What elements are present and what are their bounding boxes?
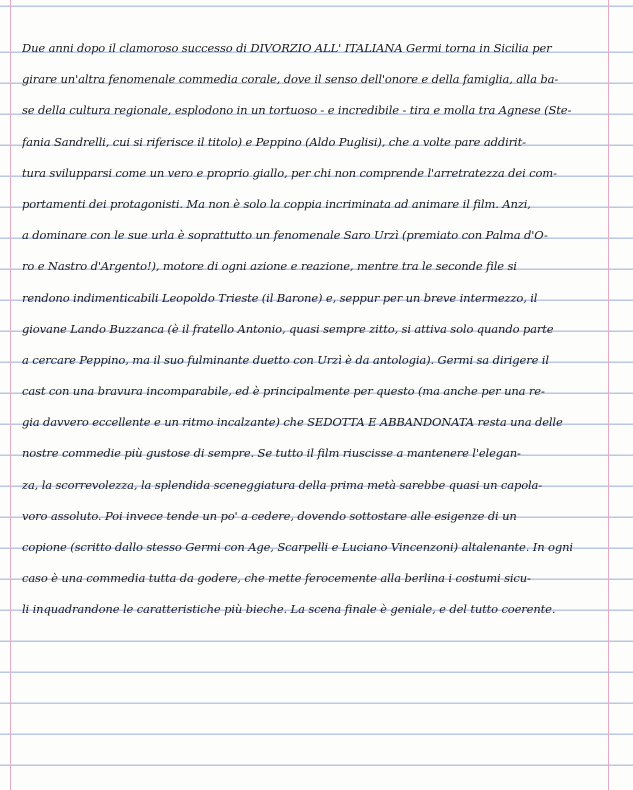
text-line: tura svilupparsi come un vero e proprio giallo, per chi non comprende l'arretratezza dei com- <box>22 165 557 180</box>
text-line: giovane Lando Buzzanca (è il fratello Antonio, quasi sempre zitto, si attiva solo quando parte <box>22 321 554 336</box>
text-line: a cercare Peppino, ma il suo fulminante duetto con Urzì è da antologia). Germi sa dirigere il <box>22 352 549 367</box>
text-line: a dominare con le sue urla è soprattutto un fenomenale Saro Urzì (premiato con Palma d'O- <box>22 228 548 243</box>
text-line: li inquadrandone le caratteristiche più bieche. La scena finale è geniale, e del tutto coerente. <box>22 602 556 617</box>
text-line: voro assoluto. Poi invece tende un po' a cedere, dovendo sottostare alle esigenze di un <box>22 508 517 523</box>
text-line: nostre commedie più gustose di sempre. Se tutto il film riuscisse a mantenere l'elegan- <box>22 446 521 461</box>
text-line: se della cultura regionale, esplodono in un tortuoso - e incredibile - tira e molla tra Agnese (Ste- <box>22 103 572 118</box>
text-line: girare un'altra fenomenale commedia corale, dove il senso dell'onore e della famiglia, alla ba- <box>22 72 559 87</box>
text-line: copione (scritto dallo stesso Germi con Age, Scarpelli e Luciano Vincenzoni) altalenante. In ogni <box>22 540 573 554</box>
text-line: Due anni dopo il clamoroso successo di DIVORZIO ALL' ITALIANA Germi torna in Sicilia per <box>22 41 552 55</box>
text-line: caso è una commedia tutta da godere, che mette ferocemente alla berlina i costumi sicu- <box>22 571 531 586</box>
left-margin-line <box>10 0 11 790</box>
text-line: portamenti dei protagonisti. Ma non è solo la coppia incriminata ad animare il film. Anzi, <box>22 196 531 211</box>
text-line: rendono indimenticabili Leopoldo Trieste (il Barone) e, seppur per un breve intermezzo, il <box>22 290 538 305</box>
text-line: ro e Nastro d'Argento!), motore di ogni azione e reazione, mentre tra le seconde file si <box>22 259 517 274</box>
text-line: cast con una bravura incomparabile, ed è principalmente per questo (ma anche per una re- <box>22 384 545 399</box>
text-line: gia davvero eccellente e un ritmo incalzante) che SEDOTTA E ABBANDONATA resta una delle <box>22 415 563 430</box>
handwritten-text <box>22 33 612 626</box>
text-line: fania Sandrelli, cui si riferisce il titolo) e Peppino (Aldo Puglisi), che a volte pare addirit- <box>22 134 526 149</box>
text-line: za, la scorrevolezza, la splendida sceneggiatura della prima metà sarebbe quasi un capola- <box>22 477 543 492</box>
